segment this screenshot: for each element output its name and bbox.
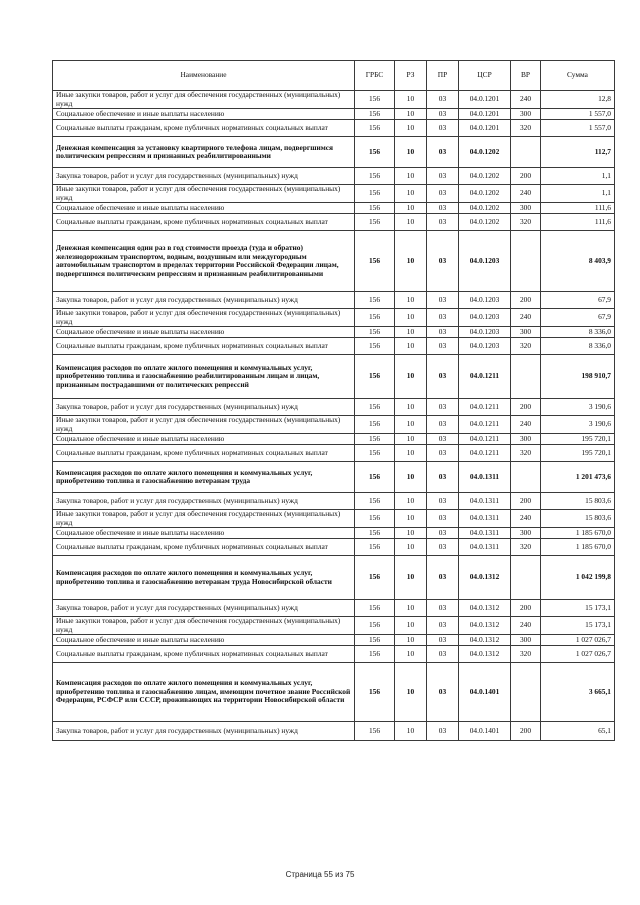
cell-vr: 240 [511, 617, 541, 635]
cell-vr: 240 [511, 309, 541, 327]
cell-name: Иные закупки товаров, работ и услуг для обеспечения государственных (муниципальных) нужд [53, 185, 355, 203]
cell-rz: 10 [395, 434, 427, 445]
cell-csr: 04.0.1201 [459, 120, 511, 137]
table-row [53, 416, 615, 434]
cell-vr [511, 231, 541, 292]
cell-csr: 04.0.1211 [459, 416, 511, 434]
cell-grbs: 156 [355, 109, 395, 120]
cell-csr: 04.0.1401 [459, 722, 511, 741]
cell-sum: 3 190,6 [541, 416, 615, 434]
cell-name: Социальные выплаты гражданам, кроме публичных нормативных социальных выплат [53, 445, 355, 462]
cell-pr: 03 [427, 434, 459, 445]
table-row [53, 91, 615, 109]
cell-grbs: 156 [355, 185, 395, 203]
cell-sum: 1 201 473,6 [541, 462, 615, 493]
cell-grbs: 156 [355, 493, 395, 510]
table-row [53, 399, 615, 416]
cell-pr: 03 [427, 120, 459, 137]
cell-name: Иные закупки товаров, работ и услуг для обеспечения государственных (муниципальных) нужд [53, 617, 355, 635]
table-row [53, 109, 615, 120]
cell-csr: 04.0.1211 [459, 355, 511, 399]
cell-grbs: 156 [355, 203, 395, 214]
cell-grbs: 156 [355, 399, 395, 416]
cell-sum: 3 190,6 [541, 399, 615, 416]
cell-grbs: 156 [355, 309, 395, 327]
cell-vr: 200 [511, 168, 541, 185]
cell-pr: 03 [427, 493, 459, 510]
cell-sum: 65,1 [541, 722, 615, 741]
cell-csr: 04.0.1211 [459, 399, 511, 416]
cell-sum: 198 910,7 [541, 355, 615, 399]
cell-grbs: 156 [355, 539, 395, 556]
cell-sum: 3 665,1 [541, 663, 615, 722]
cell-sum: 8 403,9 [541, 231, 615, 292]
cell-grbs: 156 [355, 416, 395, 434]
cell-pr: 03 [427, 91, 459, 109]
cell-rz: 10 [395, 493, 427, 510]
table-header-row [53, 61, 615, 91]
table-row [53, 617, 615, 635]
cell-pr: 03 [427, 510, 459, 528]
cell-sum: 15 803,6 [541, 493, 615, 510]
cell-name: Закупка товаров, работ и услуг для государственных (муниципальных) нужд [53, 722, 355, 741]
budget-table [52, 60, 615, 741]
cell-pr: 03 [427, 722, 459, 741]
cell-name: Компенсация расходов по оплате жилого помещения и коммунальных услуг, приобретению топлива и газоснабжению ветеранам труда [53, 462, 355, 493]
cell-grbs: 156 [355, 462, 395, 493]
cell-csr: 04.0.1203 [459, 327, 511, 338]
cell-pr: 03 [427, 528, 459, 539]
cell-vr [511, 355, 541, 399]
table-row [53, 493, 615, 510]
cell-name: Иные закупки товаров, работ и услуг для обеспечения государственных (муниципальных) нужд [53, 510, 355, 528]
cell-rz: 10 [395, 539, 427, 556]
cell-name: Закупка товаров, работ и услуг для государственных (муниципальных) нужд [53, 600, 355, 617]
cell-sum: 15 803,6 [541, 510, 615, 528]
cell-grbs: 156 [355, 91, 395, 109]
table-row [53, 292, 615, 309]
cell-sum: 1 557,0 [541, 109, 615, 120]
cell-rz: 10 [395, 120, 427, 137]
cell-pr: 03 [427, 137, 459, 168]
table-row [53, 539, 615, 556]
cell-vr: 320 [511, 120, 541, 137]
cell-sum: 1,1 [541, 185, 615, 203]
table-row [53, 309, 615, 327]
cell-name: Социальное обеспечение и иные выплаты населению [53, 203, 355, 214]
cell-csr: 04.0.1401 [459, 663, 511, 722]
cell-vr [511, 462, 541, 493]
cell-pr: 03 [427, 355, 459, 399]
table-row [53, 635, 615, 646]
cell-grbs: 156 [355, 600, 395, 617]
cell-pr: 03 [427, 231, 459, 292]
cell-rz: 10 [395, 109, 427, 120]
cell-vr: 300 [511, 635, 541, 646]
cell-rz: 10 [395, 91, 427, 109]
cell-grbs: 156 [355, 445, 395, 462]
cell-grbs: 156 [355, 292, 395, 309]
cell-pr: 03 [427, 109, 459, 120]
cell-vr: 320 [511, 539, 541, 556]
cell-grbs: 156 [355, 510, 395, 528]
table-row [53, 231, 615, 292]
cell-name: Закупка товаров, работ и услуг для государственных (муниципальных) нужд [53, 493, 355, 510]
table-row [53, 445, 615, 462]
cell-vr: 200 [511, 493, 541, 510]
cell-rz: 10 [395, 722, 427, 741]
cell-vr: 240 [511, 91, 541, 109]
cell-vr [511, 556, 541, 600]
cell-vr: 300 [511, 109, 541, 120]
cell-sum: 1,1 [541, 168, 615, 185]
cell-vr: 320 [511, 214, 541, 231]
cell-grbs: 156 [355, 231, 395, 292]
table-body [53, 91, 615, 741]
cell-csr: 04.0.1312 [459, 635, 511, 646]
cell-rz: 10 [395, 168, 427, 185]
cell-rz: 10 [395, 416, 427, 434]
cell-rz: 10 [395, 203, 427, 214]
cell-rz: 10 [395, 399, 427, 416]
cell-rz: 10 [395, 510, 427, 528]
cell-rz: 10 [395, 309, 427, 327]
cell-csr: 04.0.1312 [459, 556, 511, 600]
cell-csr: 04.0.1203 [459, 231, 511, 292]
cell-rz: 10 [395, 556, 427, 600]
cell-pr: 03 [427, 646, 459, 663]
cell-rz: 10 [395, 185, 427, 203]
cell-sum: 8 336,0 [541, 327, 615, 338]
cell-rz: 10 [395, 231, 427, 292]
cell-pr: 03 [427, 309, 459, 327]
cell-csr: 04.0.1201 [459, 91, 511, 109]
cell-sum: 1 042 199,8 [541, 556, 615, 600]
table-row [53, 462, 615, 493]
cell-name: Иные закупки товаров, работ и услуг для обеспечения государственных (муниципальных) нужд [53, 91, 355, 109]
cell-grbs: 156 [355, 617, 395, 635]
table-row [53, 722, 615, 741]
table-row [53, 556, 615, 600]
cell-sum: 1 557,0 [541, 120, 615, 137]
cell-vr: 300 [511, 528, 541, 539]
cell-pr: 03 [427, 292, 459, 309]
cell-name: Закупка товаров, работ и услуг для государственных (муниципальных) нужд [53, 292, 355, 309]
cell-pr: 03 [427, 338, 459, 355]
cell-sum: 195 720,1 [541, 445, 615, 462]
cell-rz: 10 [395, 635, 427, 646]
cell-rz: 10 [395, 600, 427, 617]
cell-csr: 04.0.1202 [459, 137, 511, 168]
cell-sum: 1 185 670,0 [541, 528, 615, 539]
cell-sum: 1 185 670,0 [541, 539, 615, 556]
cell-sum: 195 720,1 [541, 434, 615, 445]
header-grbs: ГРБС [355, 61, 395, 91]
cell-pr: 03 [427, 663, 459, 722]
cell-vr [511, 663, 541, 722]
cell-vr: 300 [511, 203, 541, 214]
cell-vr: 300 [511, 434, 541, 445]
cell-sum: 111,6 [541, 214, 615, 231]
cell-name: Компенсация расходов по оплате жилого помещения и коммунальных услуг, приобретению топлива и газоснабжению лицам, имеющим почетное звание Российской Федерации, РСФСР или СССР, проживающих на территории Новосибирской области [53, 663, 355, 722]
cell-name: Социальное обеспечение и иные выплаты населению [53, 109, 355, 120]
cell-csr: 04.0.1312 [459, 600, 511, 617]
cell-pr: 03 [427, 445, 459, 462]
cell-name: Закупка товаров, работ и услуг для государственных (муниципальных) нужд [53, 399, 355, 416]
cell-vr: 320 [511, 338, 541, 355]
cell-csr: 04.0.1311 [459, 528, 511, 539]
cell-csr: 04.0.1211 [459, 445, 511, 462]
cell-name: Социальные выплаты гражданам, кроме публичных нормативных социальных выплат [53, 214, 355, 231]
cell-pr: 03 [427, 203, 459, 214]
table-row [53, 120, 615, 137]
header-sum: Сумма [541, 61, 615, 91]
cell-sum: 15 173,1 [541, 600, 615, 617]
cell-grbs: 156 [355, 338, 395, 355]
page-number: Страница 55 из 75 [285, 870, 355, 879]
cell-sum: 67,9 [541, 292, 615, 309]
cell-rz: 10 [395, 663, 427, 722]
cell-name: Социальное обеспечение и иные выплаты населению [53, 528, 355, 539]
cell-csr: 04.0.1311 [459, 462, 511, 493]
cell-pr: 03 [427, 600, 459, 617]
table-row [53, 434, 615, 445]
cell-sum: 111,6 [541, 203, 615, 214]
table-row [53, 510, 615, 528]
cell-grbs: 156 [355, 355, 395, 399]
header-name: Наименование [53, 61, 355, 91]
cell-csr: 04.0.1201 [459, 109, 511, 120]
cell-sum: 112,7 [541, 137, 615, 168]
cell-vr: 320 [511, 445, 541, 462]
cell-csr: 04.0.1311 [459, 539, 511, 556]
cell-sum: 15 173,1 [541, 617, 615, 635]
cell-name: Социальные выплаты гражданам, кроме публичных нормативных социальных выплат [53, 539, 355, 556]
table-row [53, 327, 615, 338]
cell-rz: 10 [395, 462, 427, 493]
cell-name: Иные закупки товаров, работ и услуг для обеспечения государственных (муниципальных) нужд [53, 309, 355, 327]
cell-name: Социальные выплаты гражданам, кроме публичных нормативных социальных выплат [53, 646, 355, 663]
cell-name: Компенсация расходов по оплате жилого помещения и коммунальных услуг, приобретению топлива и газоснабжению реабилитированным лицам и лицам, признанным пострадавшими от политических репрессий [53, 355, 355, 399]
cell-sum: 8 336,0 [541, 338, 615, 355]
cell-csr: 04.0.1202 [459, 214, 511, 231]
table-row [53, 355, 615, 399]
cell-sum: 67,9 [541, 309, 615, 327]
header-csr: ЦСР [459, 61, 511, 91]
table-row [53, 168, 615, 185]
cell-grbs: 156 [355, 434, 395, 445]
cell-vr: 240 [511, 185, 541, 203]
cell-pr: 03 [427, 185, 459, 203]
cell-sum: 12,8 [541, 91, 615, 109]
table-row [53, 528, 615, 539]
cell-rz: 10 [395, 327, 427, 338]
cell-vr [511, 137, 541, 168]
cell-name: Социальное обеспечение и иные выплаты населению [53, 434, 355, 445]
cell-grbs: 156 [355, 327, 395, 338]
cell-vr: 200 [511, 399, 541, 416]
cell-csr: 04.0.1312 [459, 617, 511, 635]
table-row [53, 137, 615, 168]
cell-csr: 04.0.1202 [459, 203, 511, 214]
cell-rz: 10 [395, 137, 427, 168]
cell-grbs: 156 [355, 646, 395, 663]
cell-csr: 04.0.1312 [459, 646, 511, 663]
cell-pr: 03 [427, 416, 459, 434]
cell-sum: 1 027 026,7 [541, 646, 615, 663]
table-row [53, 646, 615, 663]
cell-rz: 10 [395, 528, 427, 539]
cell-grbs: 156 [355, 168, 395, 185]
cell-rz: 10 [395, 214, 427, 231]
table-row [53, 185, 615, 203]
cell-vr: 300 [511, 327, 541, 338]
cell-rz: 10 [395, 338, 427, 355]
cell-name: Денежная компенсация один раз в год стоимости проезда (туда и обратно) железнодорожным транспортом, водным, воздушным или междугородным автомобильным транспортом в пределах территории Российской Федерации лицам, подвергшимся политическим репрессиям и признанным реабилитированными [53, 231, 355, 292]
cell-vr: 200 [511, 722, 541, 741]
cell-name: Иные закупки товаров, работ и услуг для обеспечения государственных (муниципальных) нужд [53, 416, 355, 434]
cell-grbs: 156 [355, 556, 395, 600]
table-row [53, 203, 615, 214]
table-row [53, 214, 615, 231]
cell-rz: 10 [395, 617, 427, 635]
cell-csr: 04.0.1211 [459, 434, 511, 445]
cell-pr: 03 [427, 214, 459, 231]
cell-vr: 200 [511, 600, 541, 617]
cell-rz: 10 [395, 292, 427, 309]
table-row [53, 600, 615, 617]
cell-pr: 03 [427, 617, 459, 635]
cell-pr: 03 [427, 556, 459, 600]
cell-csr: 04.0.1203 [459, 292, 511, 309]
cell-name: Социальные выплаты гражданам, кроме публичных нормативных социальных выплат [53, 120, 355, 137]
cell-pr: 03 [427, 399, 459, 416]
cell-csr: 04.0.1203 [459, 309, 511, 327]
cell-pr: 03 [427, 539, 459, 556]
cell-csr: 04.0.1202 [459, 168, 511, 185]
header-rz: РЗ [395, 61, 427, 91]
cell-grbs: 156 [355, 663, 395, 722]
cell-csr: 04.0.1311 [459, 493, 511, 510]
cell-vr: 240 [511, 510, 541, 528]
header-pr: ПР [427, 61, 459, 91]
cell-name: Закупка товаров, работ и услуг для государственных (муниципальных) нужд [53, 168, 355, 185]
cell-grbs: 156 [355, 635, 395, 646]
cell-vr: 320 [511, 646, 541, 663]
table-row [53, 338, 615, 355]
cell-pr: 03 [427, 635, 459, 646]
cell-pr: 03 [427, 327, 459, 338]
cell-grbs: 156 [355, 120, 395, 137]
cell-pr: 03 [427, 168, 459, 185]
cell-name: Денежная компенсация за установку квартирного телефона лицам, подвергшимся политическим репрессиям и признанных реабилитированными [53, 137, 355, 168]
table-row [53, 663, 615, 722]
cell-sum: 1 027 026,7 [541, 635, 615, 646]
cell-name: Социальные выплаты гражданам, кроме публичных нормативных социальных выплат [53, 338, 355, 355]
cell-rz: 10 [395, 355, 427, 399]
cell-rz: 10 [395, 646, 427, 663]
cell-rz: 10 [395, 445, 427, 462]
cell-grbs: 156 [355, 214, 395, 231]
cell-pr: 03 [427, 462, 459, 493]
cell-vr: 200 [511, 292, 541, 309]
cell-name: Социальное обеспечение и иные выплаты населению [53, 327, 355, 338]
header-vr: ВР [511, 61, 541, 91]
cell-name: Компенсация расходов по оплате жилого помещения и коммунальных услуг, приобретению топлива и газоснабжению ветеранам труда Новосибирской области [53, 556, 355, 600]
cell-csr: 04.0.1311 [459, 510, 511, 528]
cell-grbs: 156 [355, 722, 395, 741]
cell-grbs: 156 [355, 137, 395, 168]
cell-name: Социальное обеспечение и иные выплаты населению [53, 635, 355, 646]
cell-csr: 04.0.1202 [459, 185, 511, 203]
cell-vr: 240 [511, 416, 541, 434]
cell-grbs: 156 [355, 528, 395, 539]
cell-csr: 04.0.1203 [459, 338, 511, 355]
